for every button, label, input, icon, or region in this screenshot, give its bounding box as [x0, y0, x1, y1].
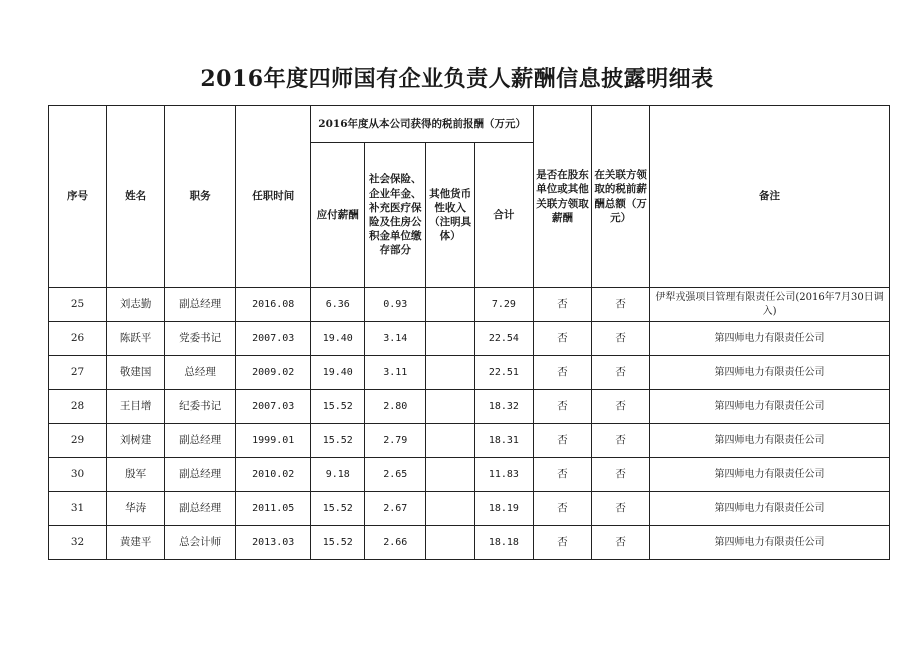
- cell-name: 刘树建: [107, 424, 165, 458]
- header-payable: 应付薪酬: [311, 143, 365, 288]
- cell-payable: 19.40: [311, 356, 365, 390]
- cell-note: 第四师电力有限责任公司: [650, 322, 890, 356]
- cell-social: 2.79: [365, 424, 426, 458]
- cell-related-flag: 否: [533, 424, 591, 458]
- header-seq: 序号: [49, 106, 107, 288]
- cell-other: [426, 322, 474, 356]
- cell-total: 18.32: [474, 390, 533, 424]
- cell-seq: 29: [49, 424, 107, 458]
- cell-payable: 15.52: [311, 390, 365, 424]
- cell-position: 总会计师: [165, 526, 236, 560]
- cell-related-flag: 否: [533, 492, 591, 526]
- cell-name: 刘志勤: [107, 288, 165, 322]
- cell-other: [426, 424, 474, 458]
- header-position: 职务: [165, 106, 236, 288]
- cell-seq: 31: [49, 492, 107, 526]
- salary-table: [48, 105, 890, 560]
- header-total: 合计: [474, 143, 533, 288]
- cell-payable: 19.40: [311, 322, 365, 356]
- cell-payable: 15.52: [311, 526, 365, 560]
- cell-name: 王目增: [107, 390, 165, 424]
- cell-position: 副总经理: [165, 424, 236, 458]
- cell-total: 22.54: [474, 322, 533, 356]
- cell-payable: 15.52: [311, 424, 365, 458]
- cell-name: 黄建平: [107, 526, 165, 560]
- header-related-flag: 是否在股东单位或其他关联方领取薪酬: [533, 106, 591, 288]
- cell-social: 2.65: [365, 458, 426, 492]
- table-row: [49, 424, 890, 458]
- cell-related-amount: 否: [592, 356, 650, 390]
- cell-term: 2016.08: [236, 288, 311, 322]
- cell-note: 第四师电力有限责任公司: [650, 424, 890, 458]
- cell-related-flag: 否: [533, 288, 591, 322]
- cell-total: 18.31: [474, 424, 533, 458]
- cell-name: 华涛: [107, 492, 165, 526]
- cell-related-amount: 否: [592, 492, 650, 526]
- cell-related-flag: 否: [533, 322, 591, 356]
- cell-related-flag: 否: [533, 458, 591, 492]
- cell-related-flag: 否: [533, 390, 591, 424]
- cell-term: 2007.03: [236, 322, 311, 356]
- cell-other: [426, 288, 474, 322]
- header-other: 其他货币性收入（注明具体）: [426, 143, 474, 288]
- cell-seq: 25: [49, 288, 107, 322]
- cell-payable: 9.18: [311, 458, 365, 492]
- header-note: 备注: [650, 106, 890, 288]
- cell-total: 11.83: [474, 458, 533, 492]
- table-row: [49, 458, 890, 492]
- cell-position: 党委书记: [165, 322, 236, 356]
- document-title: 2016年度四师国有企业负责人薪酬信息披露明细表: [200, 66, 714, 92]
- cell-total: 22.51: [474, 356, 533, 390]
- cell-related-amount: 否: [592, 288, 650, 322]
- cell-related-amount: 否: [592, 322, 650, 356]
- cell-social: 3.14: [365, 322, 426, 356]
- cell-social: 0.93: [365, 288, 426, 322]
- cell-total: 18.19: [474, 492, 533, 526]
- cell-related-amount: 否: [592, 458, 650, 492]
- cell-other: [426, 356, 474, 390]
- cell-social: 2.80: [365, 390, 426, 424]
- cell-note: 第四师电力有限责任公司: [650, 492, 890, 526]
- cell-related-amount: 否: [592, 526, 650, 560]
- cell-position: 副总经理: [165, 288, 236, 322]
- cell-position: 总经理: [165, 356, 236, 390]
- cell-name: 陈跃平: [107, 322, 165, 356]
- cell-related-amount: 否: [592, 424, 650, 458]
- header-related-amount: 在关联方领取的税前薪酬总额（万元）: [592, 106, 650, 288]
- table-row: [49, 288, 890, 322]
- cell-other: [426, 390, 474, 424]
- cell-note: 第四师电力有限责任公司: [650, 390, 890, 424]
- table-row: [49, 390, 890, 424]
- cell-term: 2007.03: [236, 390, 311, 424]
- cell-seq: 26: [49, 322, 107, 356]
- cell-term: 2010.02: [236, 458, 311, 492]
- cell-seq: 27: [49, 356, 107, 390]
- cell-note: 伊犁戎强项目管理有限责任公司(2016年7月30日调入): [650, 288, 890, 322]
- cell-related-flag: 否: [533, 356, 591, 390]
- cell-social: 2.66: [365, 526, 426, 560]
- cell-payable: 6.36: [311, 288, 365, 322]
- cell-seq: 32: [49, 526, 107, 560]
- cell-term: 2009.02: [236, 356, 311, 390]
- cell-other: [426, 492, 474, 526]
- cell-term: 2013.03: [236, 526, 311, 560]
- cell-term: 2011.05: [236, 492, 311, 526]
- cell-total: 7.29: [474, 288, 533, 322]
- header-pretax-group: 2016年度从本公司获得的税前报酬（万元）: [311, 106, 534, 143]
- cell-payable: 15.52: [311, 492, 365, 526]
- table-row: [49, 356, 890, 390]
- cell-position: 副总经理: [165, 458, 236, 492]
- cell-total: 18.18: [474, 526, 533, 560]
- cell-seq: 28: [49, 390, 107, 424]
- cell-related-amount: 否: [592, 390, 650, 424]
- cell-position: 副总经理: [165, 492, 236, 526]
- cell-note: 第四师电力有限责任公司: [650, 458, 890, 492]
- cell-seq: 30: [49, 458, 107, 492]
- cell-social: 3.11: [365, 356, 426, 390]
- cell-social: 2.67: [365, 492, 426, 526]
- cell-term: 1999.01: [236, 424, 311, 458]
- cell-related-flag: 否: [533, 526, 591, 560]
- header-social: 社会保险、企业年金、补充医疗保险及住房公积金单位缴存部分: [365, 143, 426, 288]
- cell-name: 敬建国: [107, 356, 165, 390]
- header-name: 姓名: [107, 106, 165, 288]
- cell-other: [426, 526, 474, 560]
- cell-name: 殷军: [107, 458, 165, 492]
- table-row: [49, 492, 890, 526]
- table-row: [49, 322, 890, 356]
- table-row: [49, 526, 890, 560]
- cell-note: 第四师电力有限责任公司: [650, 526, 890, 560]
- cell-position: 纪委书记: [165, 390, 236, 424]
- header-term: 任职时间: [236, 106, 311, 288]
- cell-note: 第四师电力有限责任公司: [650, 356, 890, 390]
- cell-other: [426, 458, 474, 492]
